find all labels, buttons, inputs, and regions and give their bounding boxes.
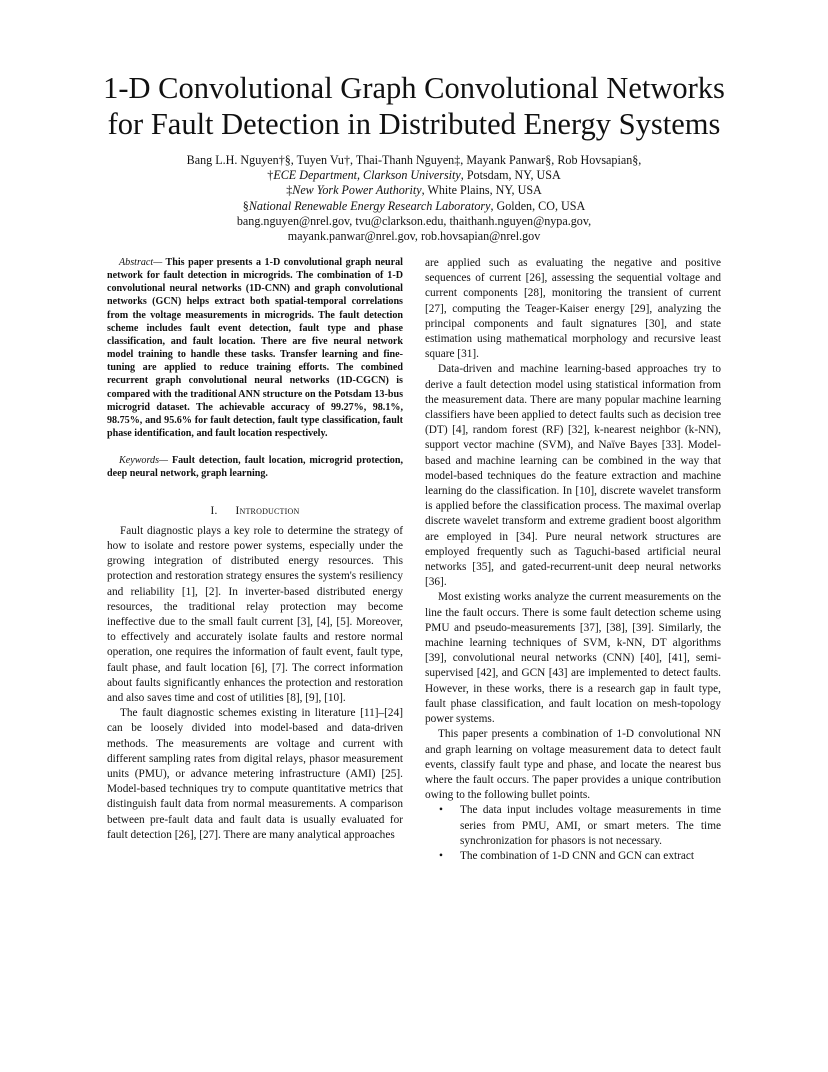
paper-title [40,70,788,142]
paragraph: Fault diagnostic plays a key role to determine the strategy of how to isolate and restore power systems, especially under the growing integration of distributed energy resources. This protection and restoration strategy ensures the system's resiliency and reliability [1], [2]. In inverter-based distributed energy resources, the traditional relay protection may become ineffective due to the small fault current [3], [4], [5]. Moreover, to effectively and accurately isolate faults and restore normal operation, one requires the information of fault event, fault type, fault phase, and fault location [6], [7]. The correct information about faults significantly enhances the protection and restoration and also saves time and cost of utilities [8], [9], [10]. [107,524,403,704]
paragraph: are applied such as evaluating the negative and positive sequences of current [26], assessing the sequential voltage and current components [28], monitoring the transient of current [27], computing the Teager-Kaiser energy [29], analyzing the principal components and fault signatures [30], and state estimation using mathematical morphology and recursive least square [31]. [425,257,721,361]
title-line-1: 1-D Convolutional Graph Convolutional Networks [103,71,725,105]
author-list: Bang L.H. Nguyen†§, Tuyen Vu†, Thai-Thanh Nguyen‡, Mayank Panwar§, Rob Hovsapian§, [186,153,642,167]
author-block [40,153,788,244]
title-line-2: for Fault Detection in Distributed Energy Systems [107,107,721,141]
paragraph: This paper presents a combination of 1-D convolutional NN and graph learning on voltage measurement data to detect fault events, classify fault type and phase, and locate the nearest bus where the fault occurs. The paper provides a unique contribution owing to the following bullet points. [425,728,721,802]
keywords-lead: Keywords— [119,455,168,467]
right-column [425,256,721,864]
list-item: • The combination of 1-D CNN and GCN can extract [425,849,721,864]
affiliation-3: §National Renewable Energy Research Laboratory, Golden, CO, USA [242,198,586,213]
author-emails-2: mayank.panwar@nrel.gov, rob.hovsapian@nrel.gov [287,229,541,244]
contribution-list [425,803,721,864]
abstract-text: This paper presents a 1-D convolutional graph neural network for fault detection in microgrids. The combination of 1-D convolutional neural networks (1D-CNN) and graph convolutional networks (GCN) helps extract both spatial-temporal correlations from the voltage measurements in microgrids. The fault detection scheme includes fault event detection, fault type and phase classification, and fault location. There are five neural network model training to handle these tasks. Transfer learning and fine-tuning are applied to reduce training efforts. The combined recurrent graph convolutional neural networks (1D-CGCN) is compared with the traditional ANN structure on the Potsdam 13-bus microgrid dataset. The achievable accuracy of 99.27%, 98.1%, 98.75%, and 95.6% for fault detection, fault type classification, fault phase identification, and fault location respectively. [107,257,403,440]
keywords [107,454,403,480]
author-emails-1: bang.nguyen@nrel.gov, tvu@clarkson.edu, thaithanh.nguyen@nypa.gov, [236,213,592,228]
bullet-icon: • [439,849,443,862]
section-title: Introduction [235,504,300,517]
affiliation-2: ‡New York Power Authority, White Plains, NY, USA [286,183,542,198]
affiliation-1: †ECE Department, Clarkson University, Potsdam, NY, USA [267,168,561,183]
left-column [107,256,403,843]
paragraph: Most existing works analyze the current measurements on the line the fault occurs. There is some fault detection scheme using PMU and pseudo-measurements [37], [38], [39]. Similarly, the machine learning techniques of SVM, k-NN, DT algorithms [39], convolutional neural networks (CNN) [40], [41], semi-supervised [42], and GCN [43] are implemented to detect faults. However, in these works, there is a research gap in fault type, fault phase classification, and fault location on mesh-topology power systems. [425,591,721,726]
bullet-icon: • [439,804,443,817]
abstract [107,256,403,440]
list-item: • The data input includes voltage measurements in time series from PMU, AMI, or smart meters. The time synchronization for phasors is not necessary. [439,804,721,847]
paragraph: Data-driven and machine learning-based approaches try to derive a fault detection model using statistical information from the measurement data. There are many popular machine learning classifiers have been applied to detect faults such as decision tree (DT) [4], random forest (RF) [32], k-nearest neighbor (k-NN), support vector machine (SVM), and Naïve Bayes [33]. Model-based and machine learning can be combined in the way that model-based techniques do the feature extraction and machine learning do the classification. In [10], discrete wavelet transform is applied before the classification process. The maximal overlap discrete wavelet transform and extreme gradient boost algorithm are employed in [34]. Pure neural network structures are employed frequently such as Taguchi-based artificial neural networks [35], and gated-recurrent-unit deep neural networks [36]. [425,363,721,589]
abstract-lead: Abstract— [119,257,163,268]
section-heading [107,504,403,519]
paragraph: The fault diagnostic schemes existing in literature [11]–[24] can be loosely divided into model-based and data-driven methods. The measurements are voltage and current with different sampling rates from digital relays, phasor measurement units (PMU), or advance metering infrastructure (AMI) [25]. Model-based techniques try to compute quantitative metrics that distinguish fault data from normal measurements. A comparison between pre-fault data and fault data is usually evaluated for fault detection [26], [27]. There are many analytical approaches [107,707,403,841]
keywords-text: Fault detection, fault location, microgrid protection, deep neural network, graph learning. [107,455,403,480]
section-number: I. [210,504,218,517]
